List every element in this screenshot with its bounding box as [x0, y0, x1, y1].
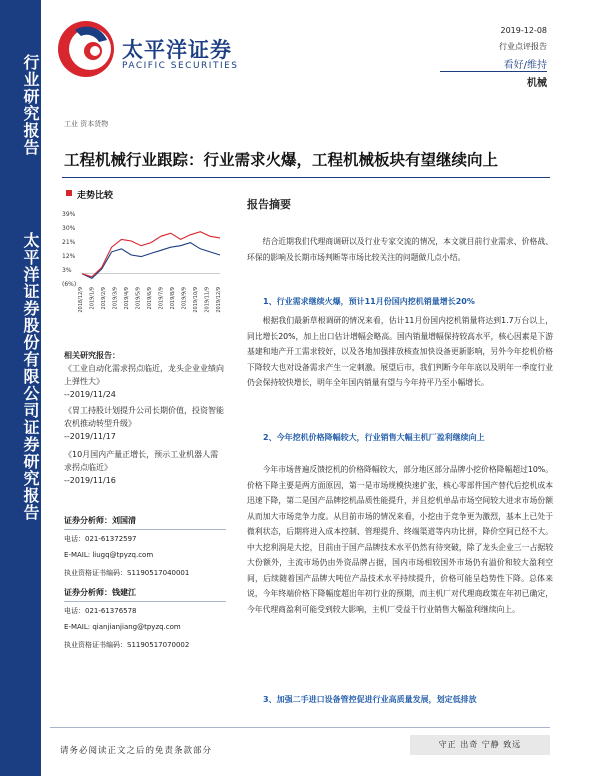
analyst-phone: 电话：021-61376578 — [64, 607, 137, 615]
series-line-1 — [82, 243, 220, 279]
related-report-text: 《工业自动化需求拐点临近，龙头企业业绩向上弹性大》 — [64, 364, 224, 386]
analyst-cert: 执业资格证书编码：S1190517040001 — [64, 569, 190, 577]
analyst-label: 证券分析师： — [64, 516, 112, 525]
report-title: 工程机械行业跟踪：行业需求火爆，工程机械板块有望继续向上 — [64, 150, 499, 169]
related-report-text: 《10月国内产量正增长，预示工业机器人需求拐点临近》 — [64, 450, 219, 472]
title-divider — [62, 177, 550, 178]
analyst-divider — [64, 601, 226, 602]
section-3-heading: 3、加强二手进口设备管控促进行业高质量发展，划定低排放 — [263, 695, 477, 704]
y-tick-label: 30% — [62, 225, 76, 232]
x-tick-label: 2019/6/9 — [147, 287, 153, 310]
related-report-date: --2019/11/16 — [64, 476, 116, 485]
series-line-2 — [82, 232, 220, 277]
x-tick-label: 2019/5/9 — [135, 287, 142, 310]
related-report-2[interactable] — [64, 404, 224, 443]
report-date: 2019-12-08 — [500, 26, 547, 35]
y-tick-label: 3% — [62, 267, 72, 274]
analyst-1 — [64, 515, 136, 526]
company-logo-icon — [55, 18, 117, 80]
x-tick-label: 2018/12/9 — [78, 287, 84, 313]
section-1-heading: 1、行业需求继续火爆，预计11月份国内挖机销量增长20% — [263, 297, 475, 306]
section-2-body: 今年市场普遍反馈挖机的价格降幅较大，部分地区部分品牌小挖价格降幅超过10%。价格下降主要是两方面原因，第一是市场规模快速扩张，核心零部件国产替代后挖机成本迅速下降，第二是国产品牌挖机品质性能提升，并且挖机单品市场空间较大进求市场份额从而加大市场竞争力度。从目前市场的情况来看，小挖由于竞争更为激烈，基本上已处于微利状态，后期将进入成本控制、管理提升、终端渠道等内功比拼，降价空间已经不大。中大挖利润是大挖，目前由于国产品牌技术水平仍然有待突破，除了龙头企业三一占据较大份额外，主流市场仍由外资品牌占据，国内市场相较国外市场仍有溢价和较大盈利空间，后续随着国产品牌大吨位产品技术水平持续提升，价格可能呈趋势性下降。总体来说，今年终端价格下降幅度超出年初行业的预期，而主机厂对代理商政策在年初已确定，今年代理商盈利可能受到较大影响，主机厂受益于行业销售大幅盈利继续向上。 — [247, 465, 553, 614]
analyst-email[interactable]: E-MAIL: qianjianjiang@tpyzq.com — [64, 623, 181, 631]
x-tick-label: 2019/8/9 — [170, 287, 176, 310]
related-report-text: 《胃工持股计划提升公司长期价值，投资智能农机推动转型升级》 — [64, 406, 224, 428]
brand-name-cn: 太平洋证券 — [122, 38, 232, 62]
analyst-name: 刘国清 — [112, 516, 136, 525]
x-tick-label: 2019/3/9 — [112, 287, 119, 310]
y-tick-label: 12% — [62, 253, 76, 260]
sidebar-bottom-text: 太平洋证券股份有限公司证券研究报告 — [21, 232, 40, 521]
footer-divider — [50, 727, 550, 728]
motto-box: 守正 出奇 宁静 致远 — [410, 735, 550, 755]
analyst-label: 证券分析师： — [64, 588, 112, 597]
summary-intro: 结合近期我们代理商调研以及行业专家交流的情况，本文就目前行业需求、价格战、环保的影响及长期市场判断等市场比较关注的问题做几点小结。 — [247, 237, 553, 262]
x-tick-label: 2019/12/9 — [216, 287, 222, 313]
analyst-cert: 执业资格证书编码：S1190517070002 — [64, 641, 190, 649]
related-report-3[interactable] — [64, 448, 224, 487]
related-report-date: --2019/11/17 — [64, 432, 116, 441]
x-tick-label: 2019/2/9 — [101, 287, 107, 310]
disclaimer-note: 请务必阅读正文之后的免责条款部分 — [60, 746, 213, 756]
x-tick-label: 2019/9/9 — [181, 287, 188, 310]
x-tick-label: 2019/4/9 — [124, 287, 130, 310]
x-tick-label: 2019/1/9 — [89, 287, 96, 310]
x-tick-label: 2019/11/9 — [204, 287, 211, 313]
section-2-heading: 2、今年挖机价格降幅较大，行业销售大幅主机厂盈利继续向上 — [263, 433, 485, 442]
y-tick-label: 21% — [62, 239, 76, 246]
related-report-1[interactable] — [64, 362, 224, 401]
sidebar-top-text: 行业研究报告 — [21, 54, 40, 156]
x-tick-label: 2019/7/9 — [158, 287, 165, 310]
chart-bullet-icon — [66, 190, 72, 196]
x-tick-label: 2019/10/9 — [193, 287, 199, 313]
analyst-divider — [64, 529, 226, 530]
y-tick-label: (6%) — [62, 281, 77, 288]
trend-chart — [60, 203, 230, 328]
analyst-2 — [64, 587, 136, 598]
sector-tag: 工业 资本货物 — [64, 120, 109, 128]
y-tick-label: 39% — [62, 211, 76, 218]
chart-title: 走势比较 — [77, 191, 114, 201]
related-report-date: --2019/11/24 — [64, 390, 116, 399]
header-divider — [440, 71, 547, 72]
summary-heading: 报告摘要 — [247, 198, 291, 211]
related-heading: 相关研究报告： — [64, 351, 120, 360]
analyst-name: 钱建江 — [112, 588, 136, 597]
rating: 看好/维持 — [503, 60, 547, 71]
analyst-email[interactable]: E-MAIL: liugq@tpyzq.com — [64, 551, 154, 559]
analyst-phone: 电话：021-61372597 — [64, 535, 137, 543]
brand-name-en: PACIFIC SECURITIES — [122, 61, 239, 71]
sidebar — [0, 0, 41, 776]
report-type: 行业点评报告 — [499, 42, 547, 51]
industry: 机械 — [527, 78, 547, 89]
section-1-body: 根据我们最新草根调研的情况来看，估计11月份国内挖机销量将达到1.7万台以上，同比增长20%，加上出口估计增幅会略高。国内销量增幅保持较高水平，核心因素是下游基建和地产开工需求较好，以及各地加强排放核查加快设备更新影响，另外今年挖机价格下降较大也对设备需求产生一定刺激。展望后市，我们判断今年年底以及明年一季度行业仍会保持较快增长，明年全年国内销量有望与今年持平乃至小幅增长。 — [247, 316, 553, 387]
